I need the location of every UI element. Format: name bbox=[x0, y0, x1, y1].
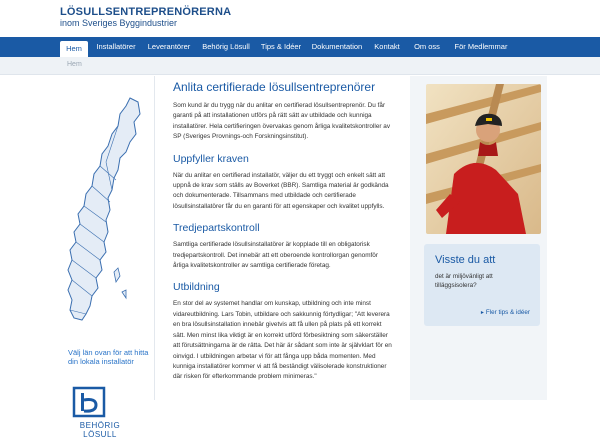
nav-item-for-medlemmar[interactable]: För Medlemmar bbox=[454, 42, 508, 51]
installer-photo bbox=[426, 84, 541, 234]
nav-item-om-oss[interactable]: Om oss bbox=[414, 42, 440, 51]
logo-text: BEHÖRIG LÖSULL bbox=[79, 421, 121, 439]
nav-item-tips-ideer[interactable]: Tips & Idéer bbox=[260, 42, 302, 51]
main-content bbox=[173, 80, 393, 383]
nav-item-dokumentation[interactable]: Dokumentation bbox=[311, 42, 363, 51]
krav-paragraph: När du anlitar en certifierad installatör, väljer du ett tryggt och enkelt sätt att uppnå de krav som ställs av Boverket (BBR). Samtliga material är godkända och dokumenterade. Tillsammans med utbildade och certifierade lösullsinstallatörer får du en garanti för att egenskaper och kvalitet uppfylls. bbox=[173, 171, 389, 210]
site-title[interactable]: LÖSULLSENTREPRENÖRERNA bbox=[60, 6, 232, 18]
left-sidebar bbox=[60, 76, 153, 439]
island-shapes bbox=[114, 268, 126, 298]
nav-item-leverantorer[interactable]: Leverantörer bbox=[147, 42, 191, 51]
nav-item-behorig-losull[interactable]: Behörig Lösull bbox=[202, 42, 250, 51]
site-subtitle: inom Sveriges Byggindustrier bbox=[60, 18, 178, 28]
nav-item-kontakt[interactable]: Kontakt bbox=[374, 42, 400, 51]
behorig-losull-logo-icon[interactable] bbox=[72, 386, 106, 418]
site-header bbox=[0, 0, 600, 37]
map-instruction: Välj län ovan för att hitta din lokala installatör bbox=[68, 348, 149, 366]
nav-item-hem[interactable]: Hem bbox=[60, 41, 88, 57]
nav-item-installatorer[interactable]: Installatörer bbox=[96, 42, 136, 51]
arrow-right-icon: ▸ bbox=[480, 310, 484, 316]
more-tips-link[interactable]: ▸ Fler tips & idéer bbox=[480, 309, 530, 316]
map-outline[interactable] bbox=[68, 98, 140, 320]
utbildning-paragraph: En stor del av systemet handlar om kunskap, utbildning och inte minst vidareutbildning. Lars Tobin, utbildare och sakkunnig förtydligar; "Att leverera en bra lösullsinstallation innebär givetvis att få ullen på plats på ett korrekt sätt. Men minst lika viktigt är en korrekt utförd förbesiktning som säkerställer att förutsättningarna är de rätta. Det här är sådant som inte är självklart för en oinvigd. I utbildningen arbetar vi för att fånga upp båda momenten. Med kunniga installatörer kommer vi att få beständigt välisolerade konstruktioner där risken för efterkommande problem minimeras." bbox=[173, 300, 392, 381]
main-nav bbox=[0, 37, 600, 57]
sweden-map[interactable] bbox=[60, 92, 153, 342]
tredje-paragraph: Samtliga certifierade lösullsinstallatörer är kopplade till en obligatorisk tredjepartskontroll. Det innebär att ett oberoende kontrollorgan genomför årliga kvalitetskontroller av samtliga certifierade företag. bbox=[173, 241, 378, 270]
tip-title: Visste du att bbox=[435, 254, 496, 266]
breadcrumb[interactable]: Hem bbox=[67, 61, 82, 68]
tip-text: det är miljövänligt att tilläggsisolera? bbox=[435, 273, 493, 289]
page-title: Anlita certifierade lösullsentreprenörer bbox=[173, 80, 376, 94]
column-divider bbox=[154, 76, 155, 400]
breadcrumb-bar bbox=[0, 57, 600, 75]
intro-paragraph: Som kund är du trygg när du anlitar en certifierad lösullsentreprenör. Du får garanti på att installationen utförs på rätt sätt av utbildade och kunniga installatörer. Hela certifieringen övervakas genom årliga kvalitetskontroller av SP (Sveriges Provnings-och Forskningsinstitut). bbox=[173, 102, 391, 141]
tip-box bbox=[424, 244, 540, 326]
heading-uppfyller-kraven: Uppfyller kraven bbox=[173, 152, 249, 165]
right-sidebar bbox=[410, 76, 547, 400]
heading-tredjepartskontroll: Tredjepartskontroll bbox=[173, 222, 260, 235]
heading-utbildning: Utbildning bbox=[173, 281, 220, 294]
